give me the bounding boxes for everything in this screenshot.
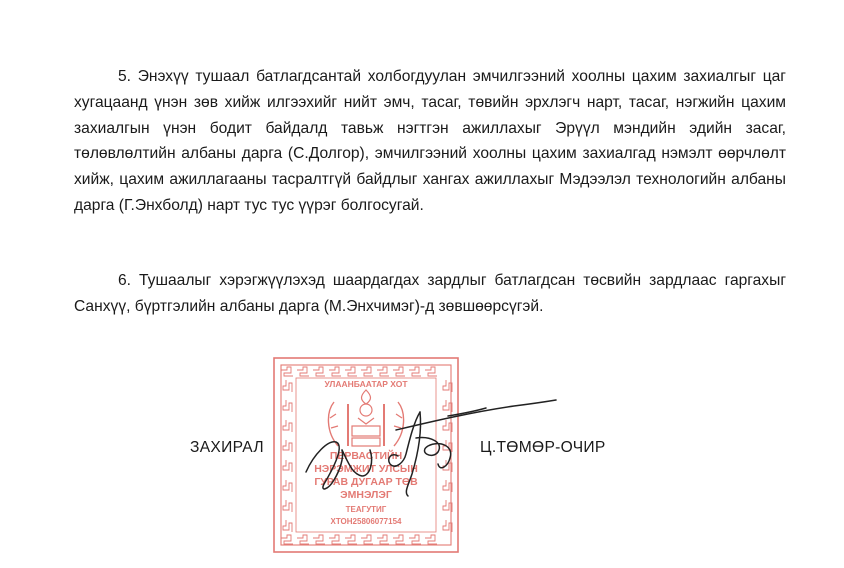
svg-text:ТЕАГУТИГ: ТЕАГУТИГ [345, 505, 387, 514]
paragraph-5 [74, 64, 786, 219]
stamp-text-top: УЛААНБААТАР ХОТ [324, 379, 408, 389]
paragraph-6-number: 6. [118, 272, 132, 289]
paragraph-6-text: Тушаалыг хэрэгжүүлэхэд шаардагдах зардлыг батлагдсан төсвийн зардлаас гаргахыг Санхүү, бүртгэлийн албаны дарга (М.Энхчимэг)-д зөвшөөрсүгэй. [74, 272, 787, 315]
signatory-name: Ц.ТӨМӨР-ОЧИР [480, 439, 606, 456]
paragraph-5-text: Энэхүү тушаал батлагдсантай холбогдуулан эмчилгээний хоолны цахим захиалгыг цаг хугацаанд үнэн зөв хийж илгээхийг нийт эмч, тасаг, төвийн эрхлэгч нарт, тасаг, нэгжийн цахим захиалгын үнэн бодит байдалд тавьж нэгтгэн ажиллахыг Эрүүл мэндийн эдийн засаг, төлөвлөлтийн албаны дарга (С.Долгор), эмчилгээний хоолны цахим захиалгад нэмэлт өөрчлөлт хийж, цахим ажиллагааны тасралтгүй байдлыг хангах ажиллахыг Мэдээлэл технологийн албаны дарга (Г.Энхболд) нарт тус тус үүрэг болгосугай. [74, 68, 786, 214]
svg-text:НЭРЭМЖИТ УЛСЫН: НЭРЭМЖИТ УЛСЫН [314, 463, 418, 475]
svg-text:ЭМНЭЛЭГ: ЭМНЭЛЭГ [340, 489, 392, 501]
svg-text:ХТОН25806077154: ХТОН25806077154 [330, 517, 402, 526]
paragraph-5-number: 5. [118, 68, 132, 85]
paragraph-6 [74, 268, 786, 320]
svg-text:ГУРАВ ДУГААР ТӨВ: ГУРАВ ДУГААР ТӨВ [314, 476, 418, 488]
svg-text:ПЕРВАСТИЙН: ПЕРВАСТИЙН [329, 450, 403, 462]
signatory-title: ЗАХИРАЛ [190, 439, 264, 456]
